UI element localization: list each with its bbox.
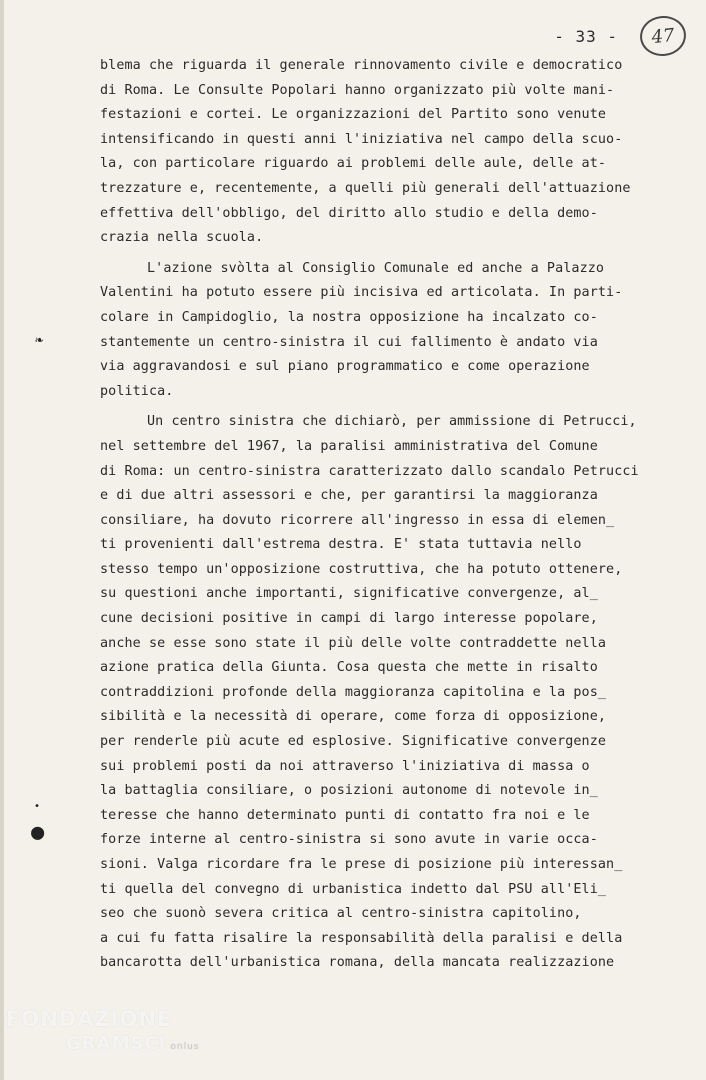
text-line: trezzature e, recentemente, a quelli più generali dell'attuazione <box>100 180 631 196</box>
text-line: blema che riguarda il generale rinnovamento civile e democratico <box>100 58 623 73</box>
page-header <box>554 16 686 56</box>
watermark-line1: FONDAZIONE <box>6 1007 173 1031</box>
text-line: via aggravandosi e sul piano programmatico e come operazione <box>100 359 590 375</box>
text-line: sibilità e la necessità di operare, come forza di opposizione, <box>100 709 607 725</box>
text-line: Un centro sinistra che dichiarò, per ammissione di Petrucci, <box>147 414 637 430</box>
margin-mark-icon: ❧ <box>35 332 44 348</box>
margin-dot-icon: • <box>34 801 41 812</box>
text-line: stesso tempo un'opposizione costruttiva, che ha potuto ottenere, <box>100 561 623 577</box>
text-line: effettiva dell'obbligo, del diritto allo studio e della demo- <box>100 205 598 221</box>
watermark-line2-text: GRAMSCI <box>66 1033 167 1054</box>
text-line: crazia nella scuola. <box>100 230 264 246</box>
watermark-sub: onlus <box>170 1042 200 1052</box>
fondazione-gramsci-watermark <box>6 1007 199 1054</box>
text-line: azione pratica della Giunta. Cosa questa che mette in risalto <box>100 660 598 676</box>
text-line: per renderle più acute ed esplosive. Significative convergenze <box>100 734 607 750</box>
text-line: consiliare, ha dovuto ricorrere all'ingresso in essa di elemen_ <box>100 512 615 528</box>
text-line: L'azione svòlta al Consiglio Comunale ed anche a Palazzo <box>147 260 605 276</box>
text-line: di Roma: un centro-sinistra caratterizzato dallo scandalo Petrucci <box>100 463 639 479</box>
text-line: Valentini ha potuto essere più incisiva ed articolata. In parti- <box>100 285 623 301</box>
text-line: anche se esse sono state il più delle volte contraddette nella <box>100 635 607 651</box>
text-line: nel settembre del 1967, la paralisi amministrativa del Comune <box>100 438 598 454</box>
text-line: forze interne al centro-sinistra si sono avute in varie occa- <box>100 832 598 848</box>
text-line: la battaglia consiliare, o posizioni autonome di notevole in_ <box>100 783 598 799</box>
text-line: e di due altri assessori e che, per garantirsi la maggioranza <box>100 488 598 504</box>
text-line: la, con particolare riguardo ai problemi delle aule, delle at- <box>100 156 607 172</box>
archive-number-stamp: 47 <box>638 14 688 59</box>
text-line: di Roma. Le Consulte Popolari hanno organizzato più volte mani- <box>100 82 615 98</box>
text-line: a cui fu fatta risalire la responsabilità della paralisi e della <box>100 930 623 946</box>
text-line: teresse che hanno determinato punti di contatto fra noi e le <box>100 807 590 823</box>
text-line: festazioni e cortei. Le organizzazioni del Partito sono venute <box>100 107 607 123</box>
text-line: su questioni anche importanti, significative convergenze, al_ <box>100 586 598 602</box>
watermark-line2 <box>6 1033 199 1054</box>
text-line: bancarotta dell'urbanistica romana, della mancata realizzazione <box>100 955 615 971</box>
text-line: contraddizioni profonde della maggioranza capitolina e la pos_ <box>100 684 607 700</box>
text-line: intensificando in questi anni l'iniziativa nel campo della scuo- <box>100 131 623 147</box>
text-line: sioni. Valga ricordare fra le prese di posizione più interessan_ <box>100 857 623 872</box>
text-line: seo che suonò severa critica al centro-sinistra capitolino, <box>100 906 582 922</box>
text-line: politica. <box>100 383 174 399</box>
margin-ink-blot-icon: ● <box>31 820 45 845</box>
text-line: cune decisioni positive in campi di largo interesse popolare, <box>100 611 598 627</box>
text-line: ti quella del convegno di urbanistica indetto dal PSU all'Eli_ <box>100 881 607 897</box>
text-line: colare in Campidoglio, la nostra opposizione ha incalzato co- <box>100 309 598 325</box>
page-number: - 33 - <box>554 26 618 46</box>
body-text <box>100 54 660 976</box>
text-line: stantemente un centro-sinistra il cui fallimento è andato via <box>100 334 598 350</box>
text-line: sui problemi posti da noi attraverso l'iniziativa di massa o <box>100 758 590 774</box>
text-line: ti provenienti dall'estrema destra. E' stata tuttavia nello <box>100 537 582 553</box>
